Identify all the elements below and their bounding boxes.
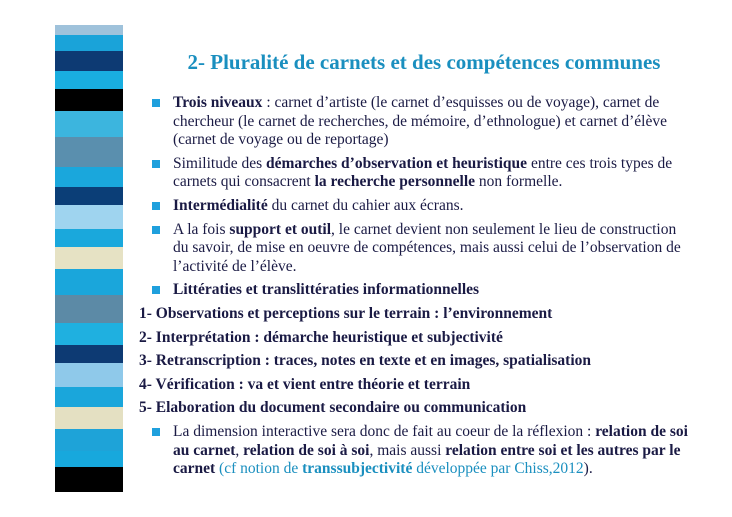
bold-text: Trois niveaux (173, 94, 263, 111)
slide-content (139, 94, 689, 484)
body-text: ). (583, 460, 593, 478)
bullet-intermedialite (149, 197, 689, 216)
citation-text: (cf notion de (215, 460, 303, 478)
slide-title: 2- Pluralité de carnets et des compétences communes (187, 50, 661, 74)
bullet-trois-niveaux (149, 94, 689, 150)
body-text: entre ces trois types de carnets qui consacrent (173, 154, 673, 191)
body-text: du carnet du cahier aux écrans. (267, 196, 464, 214)
bullet-litteraties (149, 281, 689, 300)
body-text: , mais aussi (369, 441, 446, 459)
bold-text: relation de soi au carnet (173, 422, 688, 459)
step-4: 4- Vérification : va et vient entre théorie et terrain (139, 375, 471, 393)
body-text: La dimension interactive sera donc de fait au coeur de la réflexion : (173, 422, 596, 440)
citation-text: développée par Chiss,2012 (412, 460, 584, 478)
body-text: non formelle. (475, 173, 563, 191)
body-text: , le carnet devient non seulement le lieu de construction du savoir, de mise en oeuvre de compétences, mais aussi celui de l’observation de l’activité de l’élève. (173, 220, 681, 275)
bold-text: support et outil (229, 220, 332, 238)
bullet-square-icon (152, 202, 160, 210)
bullet-square-icon (152, 160, 160, 168)
step-3: 3- Retranscription : traces, notes en texte et en images, spatialisation (139, 352, 591, 370)
step-5: 5- Elaboration du document secondaire ou communication (139, 399, 527, 417)
citation-term: transsubjectivité (302, 460, 413, 478)
body-text: , (235, 441, 244, 459)
bullet-square-icon (152, 226, 160, 234)
bullet-support-outil (149, 221, 689, 277)
bold-text: la recherche personnelle (314, 173, 476, 191)
bold-text: Littératies et translittératies informationnelles (173, 281, 480, 299)
bold-text: démarches d’observation et heuristique (266, 154, 528, 172)
body-text: Similitude des (173, 154, 266, 172)
bold-text: relation de soi à soi (243, 441, 370, 459)
step-1: 1- Observations et perceptions sur le terrain : l’environnement (139, 304, 553, 322)
bullet-dimension-interactive (149, 423, 689, 479)
bullet-square-icon (152, 99, 160, 107)
step-2: 2- Interprétation : démarche heuristique et subjectivité (139, 328, 503, 346)
body-text: A la fois (173, 220, 230, 238)
body-text: : carnet d’artiste (le carnet d’esquisses ou de voyage), carnet de chercheur (le carnet de recherches, de mémoire, d’ethnologue) et carnet d’élève (carnet de voyage ou de reportage) (173, 94, 667, 149)
bullet-square-icon (152, 286, 160, 294)
bold-text: relation entre soi et les autres par le carnet (173, 441, 681, 478)
decorative-stripe-band (55, 25, 123, 492)
bullet-similitude (149, 155, 689, 192)
bullet-square-icon (152, 428, 160, 436)
bold-text: Intermédialité (173, 196, 268, 214)
